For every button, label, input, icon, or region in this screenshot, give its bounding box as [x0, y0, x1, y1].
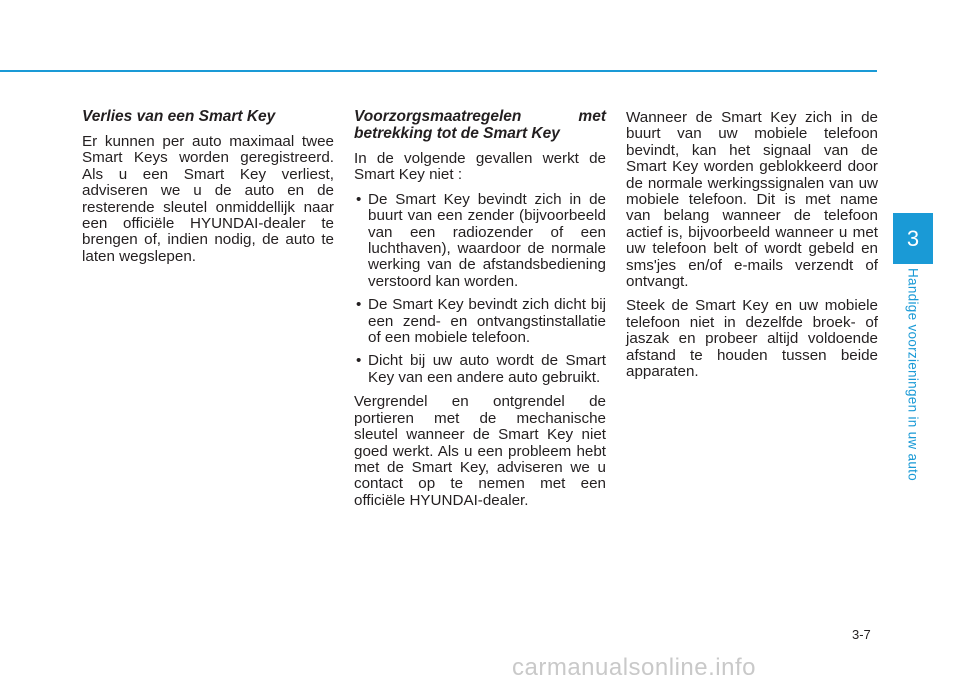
chapter-title: Handige voorzieningen in uw auto [905, 268, 921, 481]
chapter-number-tab: 3 [893, 213, 933, 264]
phone-paragraph-1: Wanneer de Smart Key zich in de buurt van uw mobiele telefoon bevindt, kan het signaal van de Smart Key worden geblokkeerd door de normale werkingssignalen van uw mobiele telefoon. Dit is met name van belang wanneer de telefoon actief is, bijvoorbeeld wanneer u met uw telefoon belt of wordt gebeld en sms'jes en/of e-mails verzendt of ontvangt. [626, 109, 878, 291]
precautions-closing: Vergrendel en ontgrendel de portieren met de mechanische sleutel wanneer de Smart Key niet goed werkt. Als u een probleem hebt met de Smart Key, adviseren we u contact op te nemen met een officiële HYUNDAI-dealer. [354, 393, 606, 509]
precautions-list [354, 192, 606, 386]
phone-paragraph-2: Steek de Smart Key en uw mobiele telefoon niet in dezelfde broek- of jaszak en probeer altijd voldoende afstand te houden tussen beide apparaten. [626, 297, 878, 381]
lost-key-body: Er kunnen per auto maximaal twee Smart Keys worden geregistreerd. Als u een Smart Key verliest, adviseren we u de auto en de resterende sleutel onmiddellijk naar een officiële HYUNDAI-dealer te brengen of, indien nodig, de auto te laten wegslepen. [82, 133, 334, 265]
precautions-intro: In de volgende gevallen werkt de Smart Key niet : [354, 150, 606, 184]
list-item: • De Smart Key bevindt zich in de buurt van een zender (bijvoorbeeld van een radiozender of een luchthaven), waardoor de normale werking van de afstandsbediening verstoord kan worden. [354, 192, 606, 290]
list-item: • De Smart Key bevindt zich dicht bij een zend- en ontvangstinstallatie of een mobiele telefoon. [354, 297, 606, 346]
section-heading-precautions: Voorzorgsmaatregelen met betrekking tot de Smart Key [354, 108, 606, 142]
watermark: carmanualsonline.info [512, 654, 756, 681]
column-lost-key [82, 108, 334, 273]
column-phone [626, 110, 878, 389]
header-rule [0, 70, 877, 72]
page-number: 3-7 [852, 627, 871, 642]
section-heading-lost-key: Verlies van een Smart Key [82, 108, 276, 125]
column-precautions [354, 108, 606, 517]
list-item: • Dicht bij uw auto wordt de Smart Key van een andere auto gebruikt. [354, 353, 606, 386]
